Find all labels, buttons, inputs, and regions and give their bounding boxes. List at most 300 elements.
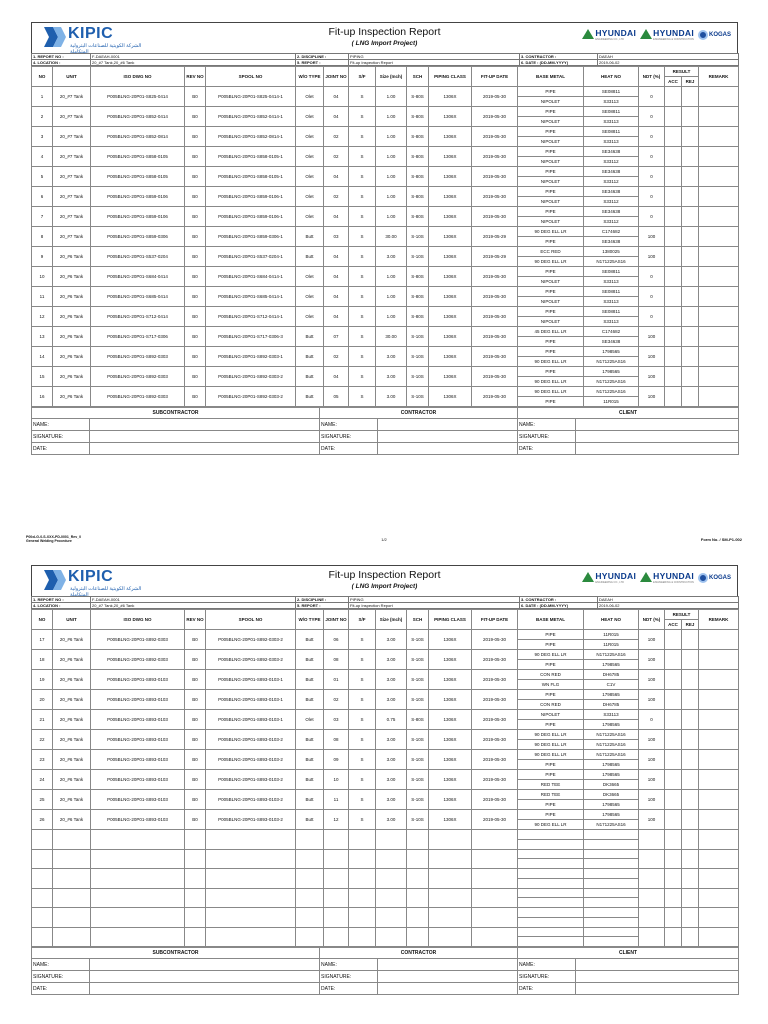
cell-fitup-date: 2019-05-30 [472,750,518,770]
cell-rev-no [185,927,206,947]
cell-wo-type: Olet [296,167,324,187]
cell-no: 14 [32,347,53,367]
cell-wo-type: Olet [296,267,324,287]
table-row [32,327,739,337]
cell-iso-dwg-no: P005BLNG-20P01-S892-0303 [91,630,185,650]
sub-date-label: DATE: [32,983,90,995]
cell-unit: 20_#6 Tank [53,750,91,770]
table-row [32,307,739,317]
cell-wo-type: Olet [296,87,324,107]
cell-base-metal: 90 DEG ELL LR [518,227,584,237]
cell-base-metal: WN FLG [518,680,584,690]
cell-unit: 20_#6 Tank [53,327,91,347]
cell-rev-no: B0 [185,307,206,327]
cell-sch [407,849,429,869]
cell-fitup-date: 2019-05-30 [472,287,518,307]
cell-fitup-date [472,888,518,908]
sub-date-field[interactable] [90,443,320,455]
col-spool-no: SPOOL NO [206,610,296,630]
cell-base-metal: PIPE [518,770,584,780]
cell-rej [682,107,699,127]
cell-base-metal: PIPE [518,760,584,770]
cell-base-metal: NIPOLET [518,317,584,327]
cell-remark [699,670,739,690]
cell-iso-dwg-no: P005BLNG-20P01-S852-0814 [91,127,185,147]
cell-spool-no [206,927,296,947]
cell-spool-no: P005BLNG-20P01-S852-0814-1 [206,127,296,147]
cell-rev-no: B0 [185,790,206,810]
cell-ndt: 100 [639,730,665,750]
cell-unit [53,908,91,928]
footer-form-number: Form No. / SM-P1-002 [700,537,742,542]
cell-iso-dwg-no: P005BLNG-20P01-S893-0103 [91,750,185,770]
client-heading: CLIENT [518,408,739,419]
cell-acc [665,247,682,267]
cell-remark [699,650,739,670]
cell-heat-no: N171225AS16 [584,377,639,387]
cell-heat-no: C1V [584,680,639,690]
cli-date-field[interactable] [576,983,739,995]
cell-wo-type: Olet [296,147,324,167]
cell-acc [665,650,682,670]
cell-size: 1.00 [376,107,407,127]
cell-sf: S [349,227,376,247]
cell-joint-no: 04 [324,247,349,267]
report-no-label: 1. REPORT NO : [32,597,91,603]
cell-piping-class: 1306X [429,770,472,790]
cell-base-metal [518,869,584,879]
cell-no: 21 [32,710,53,730]
cell-heat-no: SE08811 [584,87,639,97]
cell-sf [349,869,376,889]
hyundai-engineering-logo: HYUNDAI ENGINEERING CO., LTD [582,572,636,584]
cell-base-metal: NIPOLET [518,97,584,107]
cell-ndt [639,908,665,928]
cell-sf: S [349,87,376,107]
cell-joint-no: 06 [324,630,349,650]
report-no-label: 1. REPORT NO : [32,54,91,60]
cell-heat-no: S33113 [584,117,639,127]
cell-spool-no: P005BLNG-20P01-S712-0414-1 [206,307,296,327]
cell-sf: S [349,630,376,650]
cell-heat-no: SE34638 [584,187,639,197]
cell-acc [665,888,682,908]
cell-no: 22 [32,730,53,750]
cell-sch: S-10S [407,790,429,810]
cell-acc [665,287,682,307]
cell-acc [665,710,682,730]
cell-sch: S-10S [407,630,429,650]
hyundai-triangle-icon [582,572,594,582]
cell-base-metal [518,937,584,947]
cell-fitup-date: 2019-05-29 [472,247,518,267]
cell-heat-no: S33113 [584,297,639,307]
cell-fitup-date: 2019-05-30 [472,690,518,710]
cell-piping-class: 1306X [429,287,472,307]
table-row [32,207,739,217]
cell-rej [682,730,699,750]
cell-base-metal: PIPE [518,287,584,297]
cell-unit: 20_#6 Tank [53,790,91,810]
cell-rej [682,387,699,407]
cell-fitup-date: 2019-05-30 [472,650,518,670]
cell-base-metal: PIPE [518,147,584,157]
cell-sch: S-80S [407,127,429,147]
cell-heat-no: 1798565 [584,690,639,700]
cell-size [376,908,407,928]
cell-rev-no: B0 [185,87,206,107]
cli-signature-field[interactable] [576,431,739,443]
cell-rev-no: B0 [185,650,206,670]
cell-iso-dwg-no: P005BLNG-20P01-S685-0414 [91,287,185,307]
cell-piping-class: 1306X [429,227,472,247]
sub-date-field[interactable] [90,983,320,995]
cell-base-metal: PIPE [518,397,584,407]
cell-no: 26 [32,810,53,830]
cell-base-metal [518,878,584,888]
cell-base-metal: PIPE [518,367,584,377]
cell-ndt: 100 [639,327,665,347]
cell-base-metal: 90 DEG ELL LR [518,357,584,367]
cell-spool-no [206,830,296,850]
cell-base-metal: NIPOLET [518,177,584,187]
cell-base-metal [518,908,584,918]
cell-joint-no: 08 [324,730,349,750]
cell-rej [682,307,699,327]
cell-base-metal: NIPOLET [518,157,584,167]
con-name-field[interactable] [378,419,518,431]
sub-name-field[interactable] [90,959,320,971]
table-row [32,869,739,879]
cell-spool-no: P005BLNG-20P01-S893-0103-1 [206,710,296,730]
cell-spool-no: P005BLNG-20P01-S537-0204-1 [206,247,296,267]
cell-base-metal [518,888,584,898]
cell-base-metal: CON RED [518,700,584,710]
report-no-value: F-DAEAH-0001 [91,54,296,60]
cell-sf: S [349,207,376,227]
cell-rev-no: B0 [185,750,206,770]
cell-size [376,927,407,947]
date-value: 2019-06-02 [598,603,739,609]
cell-piping-class [429,830,472,850]
cell-piping-class: 1306X [429,367,472,387]
cell-iso-dwg-no: P005BLNG-20P01-S893-0103 [91,810,185,830]
cell-ndt: 0 [639,87,665,107]
cell-unit: 20_#7 Tank [53,227,91,247]
table-row [32,167,739,177]
cell-spool-no: P005BLNG-20P01-S859-0306-1 [206,227,296,247]
cell-rev-no: B0 [185,187,206,207]
cell-no: 20 [32,690,53,710]
cell-heat-no: SE08811 [584,307,639,317]
cell-remark [699,147,739,167]
cell-rej [682,810,699,830]
cell-remark [699,830,739,850]
date-value: 2019-06-02 [598,60,739,66]
cell-rej [682,650,699,670]
table-header-row [32,610,739,620]
cell-base-metal: RED TEE [518,790,584,800]
cell-heat-no: S33113 [584,137,639,147]
cell-unit: 20_#7 Tank [53,167,91,187]
cell-remark [699,770,739,790]
cell-iso-dwg-no: P005BLNG-20P01-S684-0414 [91,267,185,287]
cell-heat-no: DK3665 [584,780,639,790]
cell-fitup-date [472,869,518,889]
cell-spool-no: P005BLNG-20P01-S859-0106-1 [206,187,296,207]
cell-iso-dwg-no: P005BLNG-20P01-S893-0103 [91,690,185,710]
cell-acc [665,849,682,869]
cell-fitup-date [472,830,518,850]
cell-joint-no: 02 [324,690,349,710]
report-page-2 [31,565,738,995]
cell-sf: S [349,387,376,407]
cell-size: 3.00 [376,750,407,770]
cell-acc [665,307,682,327]
cell-heat-no: N171225AS16 [584,387,639,397]
cell-no: 1 [32,87,53,107]
cell-piping-class: 1306X [429,107,472,127]
contractor-heading: CONTRACTOR [320,408,518,419]
cell-heat-no: SE08811 [584,267,639,277]
cell-piping-class: 1306X [429,147,472,167]
cell-wo-type: Olet [296,127,324,147]
cell-rej [682,207,699,227]
cell-rev-no: B0 [185,710,206,730]
cell-unit [53,888,91,908]
con-signature-field[interactable] [378,971,518,983]
cell-ndt: 0 [639,287,665,307]
contractor-value: DAEAH [598,54,739,60]
cell-remark [699,387,739,407]
cell-heat-no: DK3665 [584,790,639,800]
cell-size: 1.00 [376,87,407,107]
cell-heat-no [584,898,639,908]
cell-sf: S [349,650,376,670]
cell-acc [665,227,682,247]
cli-signature-field[interactable] [576,971,739,983]
cell-unit: 20_#6 Tank [53,367,91,387]
sub-signature-field[interactable] [90,971,320,983]
cell-size: 3.00 [376,730,407,750]
cell-sf: S [349,810,376,830]
cell-rev-no: B0 [185,810,206,830]
cell-remark [699,327,739,347]
table-row [32,888,739,898]
cell-wo-type: Butt [296,327,324,347]
cell-iso-dwg-no [91,908,185,928]
cell-unit: 20_#6 Tank [53,287,91,307]
cell-sch: S-80S [407,187,429,207]
cell-unit: 20_#7 Tank [53,147,91,167]
cell-acc [665,387,682,407]
sub-name-field[interactable] [90,419,320,431]
col-heat-no: HEAT NO [584,610,639,630]
con-date-field[interactable] [378,983,518,995]
cell-spool-no [206,849,296,869]
col-sf: S/F [349,610,376,630]
cell-remark [699,750,739,770]
cell-rev-no: B0 [185,367,206,387]
cell-fitup-date: 2019-05-30 [472,630,518,650]
cell-rev-no: B0 [185,670,206,690]
cell-no: 3 [32,127,53,147]
cell-fitup-date: 2019-05-30 [472,710,518,730]
cell-joint-no: 02 [324,347,349,367]
cell-heat-no: 11R015 [584,640,639,650]
cell-sch: S-80S [407,710,429,730]
cell-remark [699,888,739,908]
cell-rej [682,849,699,869]
cell-rej [682,770,699,790]
cell-iso-dwg-no: P005BLNG-20P01-S852-0414 [91,107,185,127]
cell-ndt: 100 [639,810,665,830]
cell-unit [53,830,91,850]
cli-name-field[interactable] [576,419,739,431]
kogas-emblem-icon [698,30,708,40]
cell-heat-no: DH6785 [584,700,639,710]
contractor-heading: CONTRACTOR [320,948,518,959]
cell-sf: S [349,307,376,327]
cell-joint-no [324,908,349,928]
cell-rej [682,908,699,928]
cell-sf: S [349,770,376,790]
col-ndt: NDT (%) [639,67,665,87]
cell-joint-no [324,927,349,947]
cell-wo-type: Butt [296,750,324,770]
report-title: Fit-up Inspection Report [328,569,441,581]
con-name-label: NAME: [320,959,378,971]
partner-logos [582,29,731,41]
cell-wo-type [296,849,324,869]
cell-heat-no: 1798565 [584,660,639,670]
cell-unit: 20_#7 Tank [53,127,91,147]
cell-base-metal: NIPOLET [518,297,584,307]
table-row [32,387,739,397]
cell-sf: S [349,730,376,750]
inspection-table [31,66,739,407]
cell-rej [682,287,699,307]
cell-piping-class: 1306X [429,630,472,650]
cell-sch [407,869,429,889]
cell-rej [682,888,699,908]
col-joint-no: JOINT NO [324,67,349,87]
cell-fitup-date: 2019-05-30 [472,327,518,347]
cell-wo-type: Butt [296,730,324,750]
cell-sch: S-80S [407,87,429,107]
cell-no: 23 [32,750,53,770]
cell-no [32,869,53,889]
table-row [32,367,739,377]
cell-sch: S-80S [407,147,429,167]
cell-base-metal: 90 DEG ELL LR [518,377,584,387]
cell-wo-type: Butt [296,227,324,247]
cell-rej [682,267,699,287]
cell-heat-no: S33112 [584,197,639,207]
con-signature-field[interactable] [378,431,518,443]
cell-fitup-date: 2019-05-30 [472,207,518,227]
cell-heat-no: 1798565 [584,770,639,780]
cell-size: 1.00 [376,307,407,327]
cell-iso-dwg-no: P005BLNG-20P01-S712-0414 [91,307,185,327]
cell-rej [682,690,699,710]
cell-spool-no: P005BLNG-20P01-S858-0105-1 [206,167,296,187]
cell-wo-type: Butt [296,810,324,830]
cell-base-metal: NIPOLET [518,710,584,720]
cli-date-field[interactable] [576,443,739,455]
cell-iso-dwg-no: P005BLNG-20P01-S893-0103 [91,770,185,790]
table-row [32,730,739,740]
cell-joint-no: 09 [324,750,349,770]
cell-spool-no [206,888,296,908]
cell-sch [407,908,429,928]
cell-heat-no: SE34638 [584,147,639,157]
cell-heat-no: SE08811 [584,127,639,137]
sub-signature-label: SIGNATURE: [32,431,90,443]
cell-no [32,830,53,850]
cell-sch: S-80S [407,287,429,307]
cell-iso-dwg-no: P005BLNG-20P01-S717-0306 [91,327,185,347]
cell-remark [699,367,739,387]
cell-no: 19 [32,670,53,690]
col-fitup-date: FIT-UP DATE [472,67,518,87]
location-value: 20_#7 Tank,20_#6 Tank [91,60,296,66]
cell-acc [665,790,682,810]
cell-base-metal: NIPOLET [518,137,584,147]
cell-sf: S [349,750,376,770]
cli-name-field[interactable] [576,959,739,971]
cell-remark [699,690,739,710]
cell-piping-class: 1306X [429,810,472,830]
cell-no [32,888,53,908]
cell-piping-class: 1306X [429,387,472,407]
cell-rej [682,147,699,167]
cell-iso-dwg-no: P005BLNG-20P01-S825-0414 [91,87,185,107]
cli-date-label: DATE: [518,443,576,455]
cell-base-metal: RED TEE [518,780,584,790]
cell-wo-type: Butt [296,790,324,810]
cell-ndt: 100 [639,770,665,790]
cell-no: 2 [32,107,53,127]
cell-size: 3.00 [376,790,407,810]
cell-wo-type: Olet [296,187,324,207]
cell-wo-type: Butt [296,387,324,407]
cell-heat-no [584,908,639,918]
sub-signature-field[interactable] [90,431,320,443]
signature-block [31,407,739,455]
col-joint-no: JOINT NO [324,610,349,630]
cell-remark [699,710,739,730]
cell-joint-no: 12 [324,810,349,830]
cell-acc [665,670,682,690]
cell-ndt: 0 [639,710,665,730]
cell-acc [665,750,682,770]
cell-heat-no [584,927,639,937]
con-name-field[interactable] [378,959,518,971]
table-row [32,710,739,720]
con-date-field[interactable] [378,443,518,455]
cell-heat-no: N171225AS16 [584,257,639,267]
cell-heat-no [584,888,639,898]
signature-date-row [32,443,739,455]
cell-wo-type [296,869,324,889]
cell-wo-type: Butt [296,670,324,690]
cell-heat-no: N171225AS16 [584,740,639,750]
cell-base-metal: 45 DEG ELL LR [518,327,584,337]
con-date-label: DATE: [320,443,378,455]
cell-wo-type: Butt [296,650,324,670]
table-row [32,927,739,937]
